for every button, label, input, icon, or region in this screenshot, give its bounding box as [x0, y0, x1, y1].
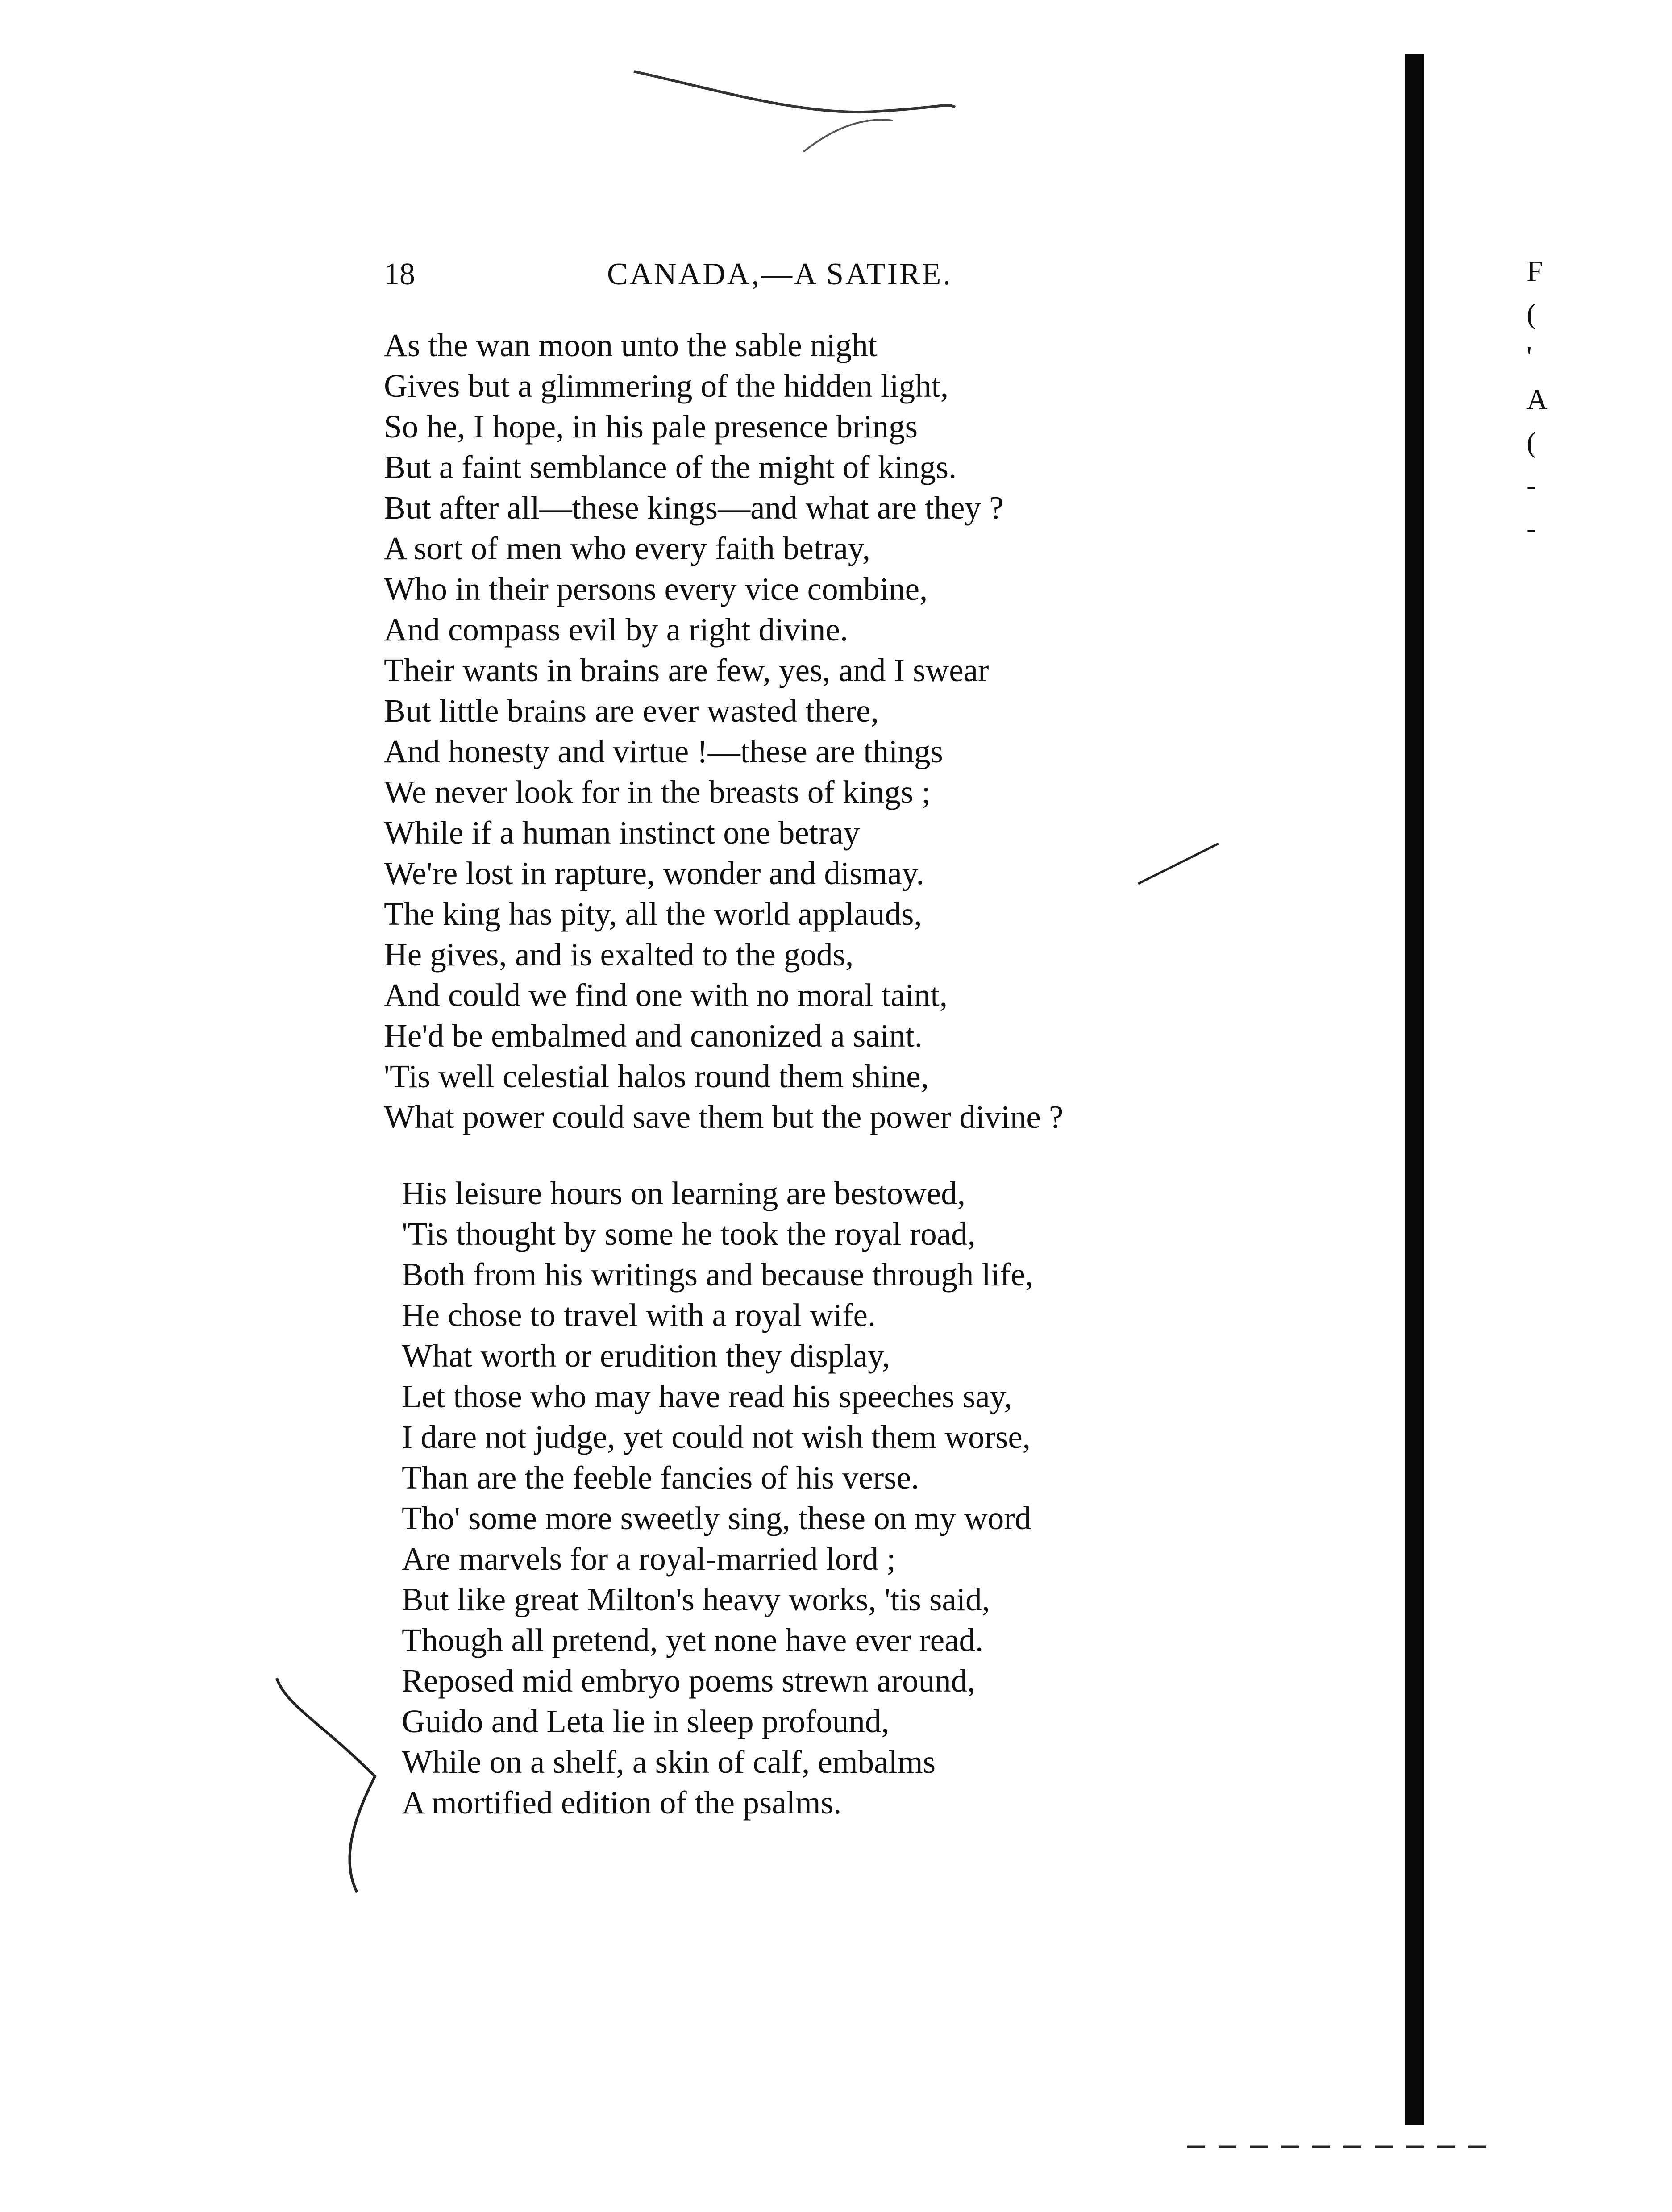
verse-line: Who in their persons every vice combine, [384, 571, 928, 607]
verse-line: As the wan moon unto the sable night [384, 327, 877, 363]
page-number: 18 [384, 257, 415, 291]
verse-line: Let those who may have read his speeches say, [402, 1378, 1012, 1414]
facing-page-edge [1526, 250, 1580, 550]
edge-glyph: - [1526, 512, 1536, 545]
edge-glyph: ' [1526, 341, 1532, 373]
verse-line: A mortified edition of the psalms. [402, 1784, 842, 1821]
page-edge-dashes [1187, 2133, 1500, 2160]
verse-line: We're lost in rapture, wonder and dismay. [384, 855, 924, 891]
edge-glyph: ( [1526, 298, 1536, 330]
edge-glyph: ( [1526, 426, 1536, 459]
edge-glyph: F [1526, 255, 1543, 287]
verse-line: Though all pretend, yet none have ever read. [402, 1622, 984, 1658]
verse-line: Tho' some more sweetly sing, these on my word [402, 1500, 1031, 1536]
verse-line: His leisure hours on learning are bestowed, [402, 1175, 965, 1211]
verse-line: And could we find one with no moral taint, [384, 977, 948, 1013]
verse-line: What power could save them but the power divine ? [384, 1099, 1064, 1135]
verse-line: While on a shelf, a skin of calf, embalms [402, 1744, 936, 1780]
verse-line: But little brains are ever wasted there, [384, 693, 879, 729]
verse-line: And compass evil by a right divine. [384, 611, 848, 648]
verse-line: What worth or erudition they display, [402, 1338, 890, 1374]
verse-line: Than are the feeble fancies of his verse. [402, 1459, 919, 1496]
tick-mark [1134, 839, 1223, 893]
verse-line: And honesty and virtue !—these are things [384, 733, 943, 769]
verse-line: The king has pity, all the world applauds, [384, 896, 922, 932]
verse-line: Both from his writings and because through life, [402, 1256, 1034, 1293]
verse-line: Are marvels for a royal-married lord ; [402, 1541, 896, 1577]
verse-line: I dare not judge, yet could not wish them worse, [402, 1419, 1031, 1455]
verse-line: Their wants in brains are few, yes, and I swear [384, 652, 989, 688]
verse-line: 'Tis well celestial halos round them shine, [384, 1058, 929, 1094]
verse-line: But a faint semblance of the might of kings. [384, 449, 957, 485]
verse-line: Reposed mid embryo poems strewn around, [402, 1663, 976, 1699]
margin-bracket-mark [268, 1669, 393, 1901]
edge-glyph: - [1526, 469, 1536, 502]
stanza-1 [384, 325, 1063, 1137]
verse-line: We never look for in the breasts of kings ; [384, 774, 931, 810]
page-header [384, 250, 1089, 299]
pen-stroke-mark [625, 54, 982, 196]
running-title: CANADA,—A SATIRE. [607, 257, 952, 291]
verse-line: He'd be embalmed and canonized a saint. [384, 1018, 923, 1054]
edge-glyph: A [1526, 383, 1548, 416]
stanza-2 [402, 1173, 1033, 1823]
verse-line: Gives but a glimmering of the hidden light, [384, 368, 949, 404]
verse-line: A sort of men who every faith betray, [384, 530, 870, 566]
verse-line: But after all—these kings—and what are they ? [384, 490, 1004, 526]
verse-line: While if a human instinct one betray [384, 815, 860, 851]
verse-line: He chose to travel with a royal wife. [402, 1297, 876, 1333]
verse-line: But like great Milton's heavy works, 'tis said, [402, 1581, 990, 1617]
verse-line: 'Tis thought by some he took the royal road, [402, 1216, 976, 1252]
verse-line: He gives, and is exalted to the gods, [384, 936, 854, 973]
verse-line: So he, I hope, in his pale presence brings [384, 408, 918, 445]
verse-line: Guido and Leta lie in sleep profound, [402, 1703, 890, 1739]
gutter-shadow-bar [1405, 54, 1424, 2125]
